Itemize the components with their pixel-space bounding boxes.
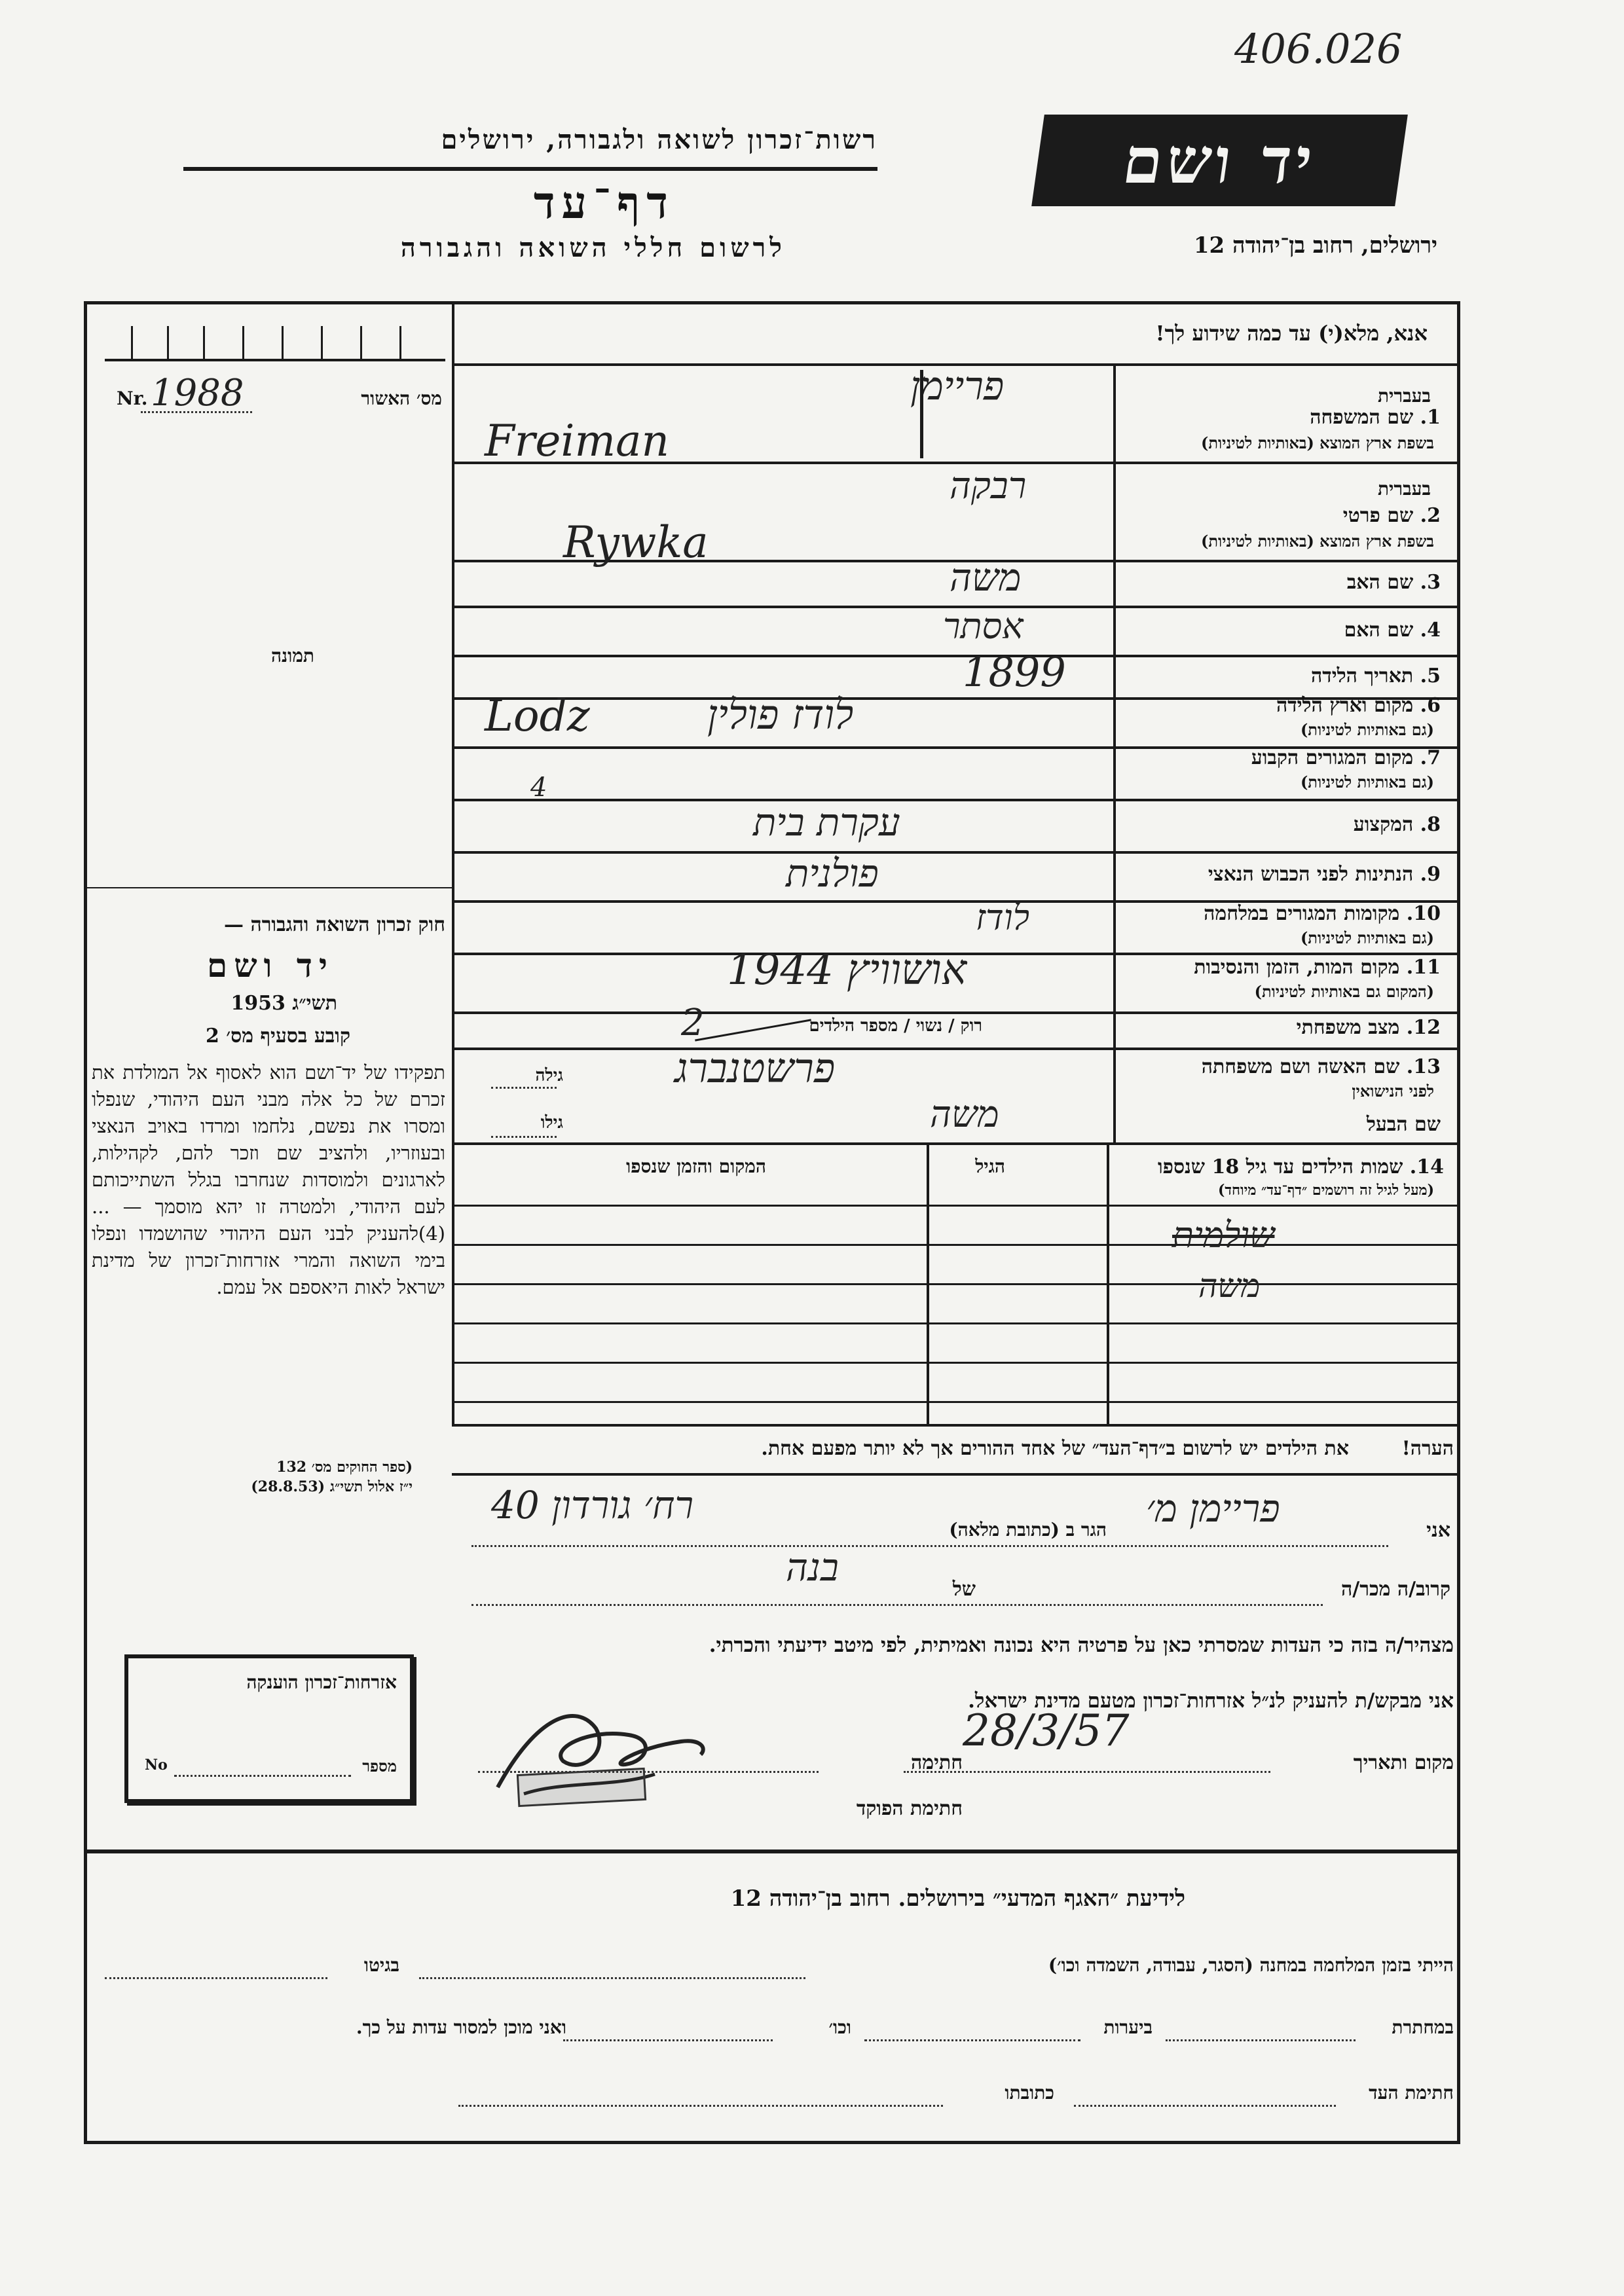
- field-4-num: 4.: [1420, 619, 1441, 642]
- citizenship-no-label: No: [145, 1757, 168, 1774]
- request: אני מבקש/ת להעניק לנ״ל אזרחות־זכרון מטעם מדינת ישראל.: [968, 1689, 1454, 1713]
- authority-title: רשות־זכרון לשואה ולגבורה, ירושלים: [441, 124, 877, 155]
- child-1: שולמית: [1172, 1214, 1275, 1256]
- declarant-address-label: הגר ב (כתובת מלאה): [949, 1519, 1107, 1540]
- field-12-label-text: מצב משפחתי: [1296, 1016, 1400, 1039]
- note-rule-bottom: [452, 1473, 1457, 1476]
- approval-line: [141, 411, 252, 413]
- row-divider: [452, 1048, 1457, 1050]
- bottom-line3-fill2: [458, 2105, 943, 2107]
- citizenship-box: [124, 1654, 414, 1803]
- field-11-label: [1194, 956, 1441, 979]
- children-row: [452, 1283, 1457, 1285]
- field-9-num: 9.: [1420, 863, 1441, 886]
- field-2-label: [1343, 504, 1441, 527]
- field-3-label: [1347, 571, 1441, 594]
- field-1-value-latin: Freiman: [485, 416, 669, 466]
- children-row: [452, 1362, 1457, 1364]
- field-3-num: 3.: [1420, 571, 1441, 594]
- bottom-line3-fill: [1074, 2105, 1336, 2107]
- children-row: [452, 1401, 1457, 1403]
- age-line: [491, 1136, 557, 1138]
- field-1-num: 1.: [1420, 406, 1441, 429]
- place-date: 28/3/57: [963, 1705, 1130, 1756]
- field-9-value: פולנית: [786, 851, 879, 896]
- field-6-label-text: מקום וארץ הלידה: [1276, 694, 1414, 717]
- note-text: את הילדים יש לרשום ב״דף־העד״ של אחד ההורים אך לא יותר מפעם אחת.: [761, 1437, 1349, 1460]
- field-2-value-he: רבקה: [950, 465, 1027, 507]
- bottom-line2-fill2: [864, 2039, 1080, 2041]
- field-5-value: 1899: [963, 648, 1066, 696]
- field-6-sub: (גם באותיות לטיניות): [1300, 720, 1434, 739]
- field-7-label-text: מקום המגורים הקבוע: [1251, 746, 1414, 769]
- field-6-label: [1276, 694, 1441, 717]
- declarant-address: רח׳ גורדון 40: [491, 1483, 693, 1527]
- field-1-hebrew-label: בעברית: [1377, 385, 1431, 407]
- handwritten-stroke: [920, 370, 923, 458]
- field-12-label: [1297, 1016, 1441, 1039]
- row-divider: [452, 799, 1457, 801]
- address: ירושלים, רחוב בן־יהודה 12: [1193, 232, 1437, 259]
- bottom-section-rule: [84, 1850, 1457, 1853]
- field-9-label-text: הנתינות לפני הכבוש הנאצי: [1208, 863, 1414, 886]
- field-10-label-text: מקומות המגורים במלחמה: [1204, 902, 1400, 925]
- bottom-title: לידיעת ״האגף המדעי״ בירושלים. רחוב בן־יהודה 12: [730, 1886, 1185, 1912]
- header-underline: [183, 167, 877, 171]
- field-9-label: [1208, 863, 1441, 886]
- note-label: הערה!: [1401, 1437, 1454, 1460]
- logo-text: יד ושם: [1118, 123, 1321, 198]
- field-11-num: 11.: [1406, 956, 1441, 979]
- bottom-line1-b: בגיטו: [363, 1954, 399, 1976]
- place-date-label: מקום ותאריך: [1353, 1751, 1454, 1774]
- bottom-line3-a: חתימת העד: [1369, 2082, 1454, 2104]
- law-title: חוק זכרון השואה והגבורה —: [224, 913, 445, 936]
- row-divider: [452, 1011, 1457, 1014]
- law-year: תשי״ג 1953: [231, 992, 337, 1015]
- relation-line: [471, 1604, 1323, 1606]
- field-4-label-text: שם האם: [1344, 619, 1414, 642]
- field-2-label-text: שם פרטי: [1342, 504, 1414, 527]
- children-row: [452, 1322, 1457, 1324]
- children-col-place: המקום והזמן שנספו: [626, 1156, 766, 1177]
- field-1-value-he: פריימן: [910, 363, 1005, 409]
- field-1-sub: בשפת ארץ המוצא (באותיות לטיניות): [1201, 433, 1434, 452]
- bottom-line2-c: וכו׳: [828, 2016, 851, 2038]
- field-4-value: אסתר: [943, 606, 1024, 647]
- field-6-value-latin: Lodz: [485, 691, 590, 741]
- note-rule-top: [452, 1424, 1457, 1427]
- field-12-num: 12.: [1406, 1016, 1441, 1039]
- law-box-top: [85, 887, 452, 888]
- logo: [1031, 115, 1408, 206]
- left-column-divider: [452, 301, 454, 1424]
- field-12-extra: רוק / נשוי / מספר הילדים: [809, 1016, 982, 1036]
- field-13-label: [1202, 1055, 1441, 1078]
- approval-nr-label: Nr.: [117, 388, 148, 409]
- bottom-line1-fill2: [105, 1977, 327, 1979]
- husband-age-label: גילו: [540, 1113, 563, 1133]
- children-row: [452, 1244, 1457, 1246]
- field-8-value: עקרת בית: [753, 800, 900, 845]
- field-5-num: 5.: [1420, 665, 1441, 687]
- children-row: [452, 1205, 1457, 1207]
- field-11-sub: (המקום גם באותיות לטיניות): [1254, 982, 1434, 1001]
- field-7-num: 7.: [1420, 746, 1441, 769]
- field-2-value-latin: Rywka: [563, 517, 709, 568]
- bottom-line2-d: ואני מוכן למסור עדות על כך.: [356, 2016, 566, 2038]
- field-11-value: 1944 אושוויץ: [727, 946, 967, 994]
- citizenship-title: אזרחות־זכרון הוענקה: [246, 1671, 397, 1693]
- husband-value: משה: [930, 1093, 999, 1136]
- declarant-ani: אני: [1426, 1519, 1450, 1542]
- approval-ticks: [105, 319, 445, 361]
- field-5-label-text: תאריך הלידה: [1311, 665, 1414, 687]
- field-7-sub: (גם באותיות לטיניות): [1300, 773, 1434, 792]
- law-section: קובע בסעיף מס׳ 2: [205, 1025, 350, 1048]
- field-3-value: משה: [950, 555, 1022, 600]
- field-13-label-text: שם האשה ושם משפחתה: [1201, 1055, 1400, 1078]
- field-13-age-label: גילה: [535, 1066, 563, 1085]
- field-8-num: 8.: [1420, 813, 1441, 836]
- field-3-label-text: שם האב: [1346, 571, 1414, 594]
- field-13-num: 13.: [1406, 1055, 1441, 1078]
- row-divider: [452, 1142, 1457, 1145]
- field-10-sub: (גם באותיות לטיניות): [1300, 928, 1434, 947]
- field-7-value: 4: [530, 773, 547, 803]
- declaration: מצהיר/ה בזה כי העדות שמסרתי כאן על פרטיה היא נכונה ואמיתית, לפי מיטב ידיעתי והכרתי.: [709, 1633, 1454, 1657]
- official-signature-label: חתימת הפוקד: [856, 1797, 963, 1820]
- bottom-line1-fill: [419, 1977, 805, 1979]
- field-6-value: לודז פולין: [707, 691, 854, 738]
- label-column-divider: [1113, 363, 1116, 1142]
- citizenship-number-label: מספר: [362, 1757, 397, 1776]
- signature-label: חתימה: [911, 1751, 963, 1774]
- instruction: אנא, מלא(י) עד כמה שידוע לך!: [1155, 321, 1428, 346]
- law-source: (ספר החוקים מס׳ 132: [276, 1459, 413, 1476]
- child-2: משה: [1198, 1267, 1261, 1305]
- field-13-value: פרשטנברג: [674, 1044, 836, 1092]
- approval-label: מס׳ האשור: [361, 388, 442, 409]
- children-col-age: הגיל: [975, 1156, 1005, 1177]
- relation-value: בנה: [786, 1545, 839, 1590]
- field-2-hebrew-label: בעברית: [1377, 478, 1431, 500]
- form-subtitle: לרשום חללי השואה והגבורה: [400, 232, 786, 263]
- field-2-num: 2.: [1420, 504, 1441, 527]
- field-7-label: [1251, 746, 1441, 769]
- law-name: יד ושם: [207, 946, 334, 985]
- row-divider: [452, 851, 1457, 854]
- children-label: 14. שמות הילדים עד גיל 18 שנספו: [1157, 1156, 1444, 1178]
- bottom-line2-fill: [1166, 2039, 1356, 2041]
- relation-label: קרוב/ה מכר/ה: [1341, 1578, 1450, 1601]
- field-10-num: 10.: [1406, 902, 1441, 925]
- relation-shel: של: [952, 1578, 976, 1601]
- field-13-sub: לפני הנישואין: [1352, 1082, 1434, 1101]
- law-source-date: י״ז אלול תשי״ג (28.8.53): [251, 1478, 413, 1495]
- declarant-line: [471, 1545, 1388, 1547]
- declarant-name: פריימן מ׳: [1146, 1486, 1280, 1531]
- field-4-label: [1344, 619, 1441, 642]
- field-1-label-text: שם המשפחה: [1310, 406, 1414, 429]
- husband-label: שם הבעל: [1366, 1113, 1441, 1136]
- field-2-sub: בשפת ארץ המוצא (באותיות לטיניות): [1201, 532, 1434, 551]
- field-10-value: לודז: [976, 897, 1030, 938]
- age-line: [491, 1087, 557, 1089]
- bottom-line2-b: ביערות: [1103, 2016, 1153, 2038]
- field-8-label: [1354, 813, 1441, 836]
- bottom-line2-a: במחתרת: [1392, 2016, 1454, 2038]
- form-title: דף־עד: [533, 177, 674, 229]
- field-11-label-text: מקום המות, הזמן והנסיבות: [1194, 956, 1400, 979]
- field-12-value: 2: [681, 1002, 705, 1044]
- archive-number: 406.026: [1234, 25, 1403, 73]
- bottom-line2-fill3: [563, 2039, 773, 2041]
- field-8-label-text: המקצוע: [1353, 813, 1414, 836]
- field-6-num: 6.: [1420, 694, 1441, 717]
- bottom-line1-a: הייתי בזמן המלחמה במחנה (הסגר, עבודה, השמדה וכו׳): [1048, 1954, 1454, 1976]
- law-text: תפקידו של יד־ושם הוא לאסוף אל המולדת את זכרם של כל אלה מבני העם היהודי, שנפלו ומסרו את נפשם, נלחמו ומרדו באויב הנאצי ובעוזריו, ולהציב שם וזכר להם, לקהילות, לארגונים ולמוסדות שנחרבו בגלל השתייכותם לעם היהודי, ולמטרה זו יהא מוסמך — ...(4)להעניק לבני העם היהודי שהושמדו ונפלו בימי השואה והמרי אזרחות־זכרון של מדינת ישראל לאות היאספם אל עמם.: [92, 1061, 445, 1298]
- children-sub: (מעל לגיל זה רושמים ״דף־עד״ מיוחד): [1217, 1182, 1434, 1199]
- row-divider: [452, 655, 1457, 657]
- approval-number: 1988: [151, 372, 244, 414]
- photo-label: תמונה: [270, 645, 314, 666]
- official-stamp: [517, 1768, 646, 1807]
- field-10-label: [1204, 902, 1441, 925]
- bottom-line3-b: כתובתו: [1005, 2082, 1054, 2104]
- field-5-label: [1311, 665, 1441, 687]
- field-1-label: [1310, 406, 1441, 429]
